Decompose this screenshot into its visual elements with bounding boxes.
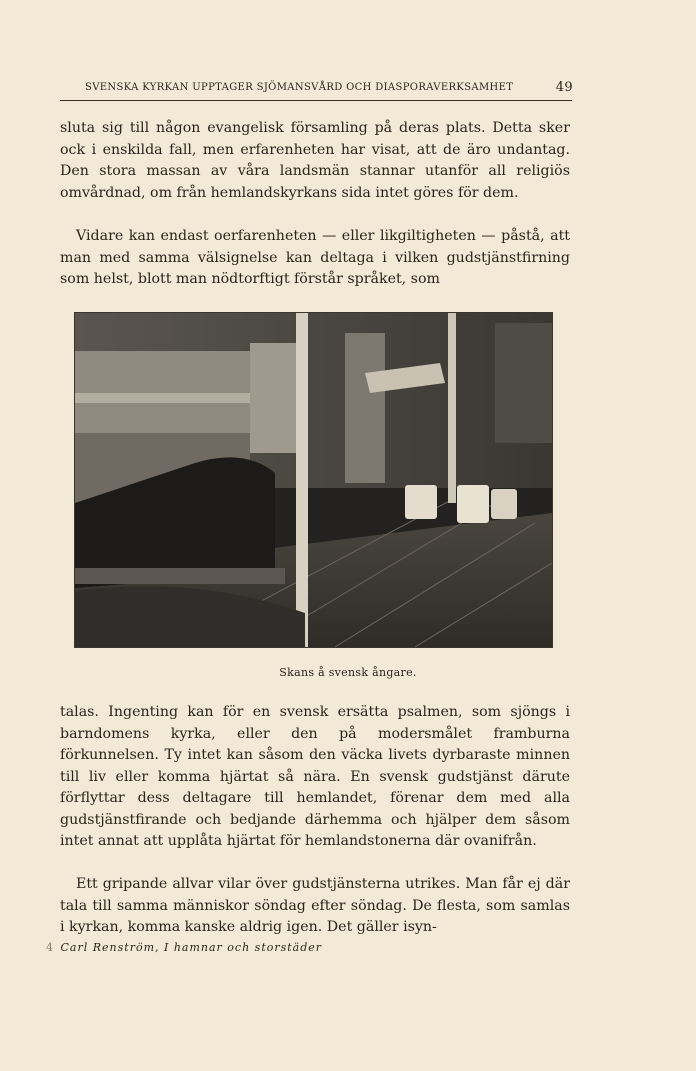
paragraph-talas: talas. Ingenting kan för en svensk ersätta psalmen, som sjöngs i barndomens kyrka, eller den på modersmålet framburna förkunnelsen. Ty intet kan såsom den väcka livets dyrbaraste minnen till liv eller komma hjärtat så nära. En svensk gudstjänst därute förflyttar dess deltagare till hemlandet, förenar dem med alla gudstjänstfirande och bedjande därhemma och hjälper dem såsom intet annat att upplåta hjärtat för hemlandstonerna där ovanifrån. — [60, 704, 570, 849]
photo-ship-forecastle — [74, 312, 553, 648]
paragraph-vidare: Vidare kan endast oerfarenheten — eller likgiltigheten — påstå, att man med samma välsignelse kan deltaga i vilken gudstjänstfirning som helst, blott man nödtorftigt förstår språket, som — [60, 228, 570, 287]
paragraph-gripande: Ett gripande allvar vilar över gudstjänsterna utrikes. Man får ej där tala till samma människor söndag efter söndag. De flesta, som samlas i kyrkan, komma kanske aldrig igen. Det gäller isyn- — [60, 876, 570, 935]
page-number: 49 — [555, 80, 573, 95]
running-head — [85, 82, 573, 93]
photo-illustration — [75, 313, 552, 647]
signature-text: Carl Renström, I hamnar och storstäder — [60, 941, 323, 954]
signature-mark: 4 — [46, 941, 53, 954]
header-rule — [60, 100, 572, 101]
signature-line — [46, 941, 566, 954]
paragraph-continued: sluta sig till någon evangelisk församling på deras plats. Detta sker ock i enskilda fall, men erfarenheten har visat, att de äro undantag. Den stora massan av våra landsmän stannar utanför all religiös omvårdnad, om från hemlandskyrkans sida intet göres för dem. — [60, 120, 570, 201]
running-head-title: SVENSKA KYRKAN UPPTAGER SJÖMANSVÅRD OCH DIASPORAVERKSAMHET — [85, 82, 514, 93]
figure-caption: Skans å svensk ångare. — [279, 666, 417, 679]
